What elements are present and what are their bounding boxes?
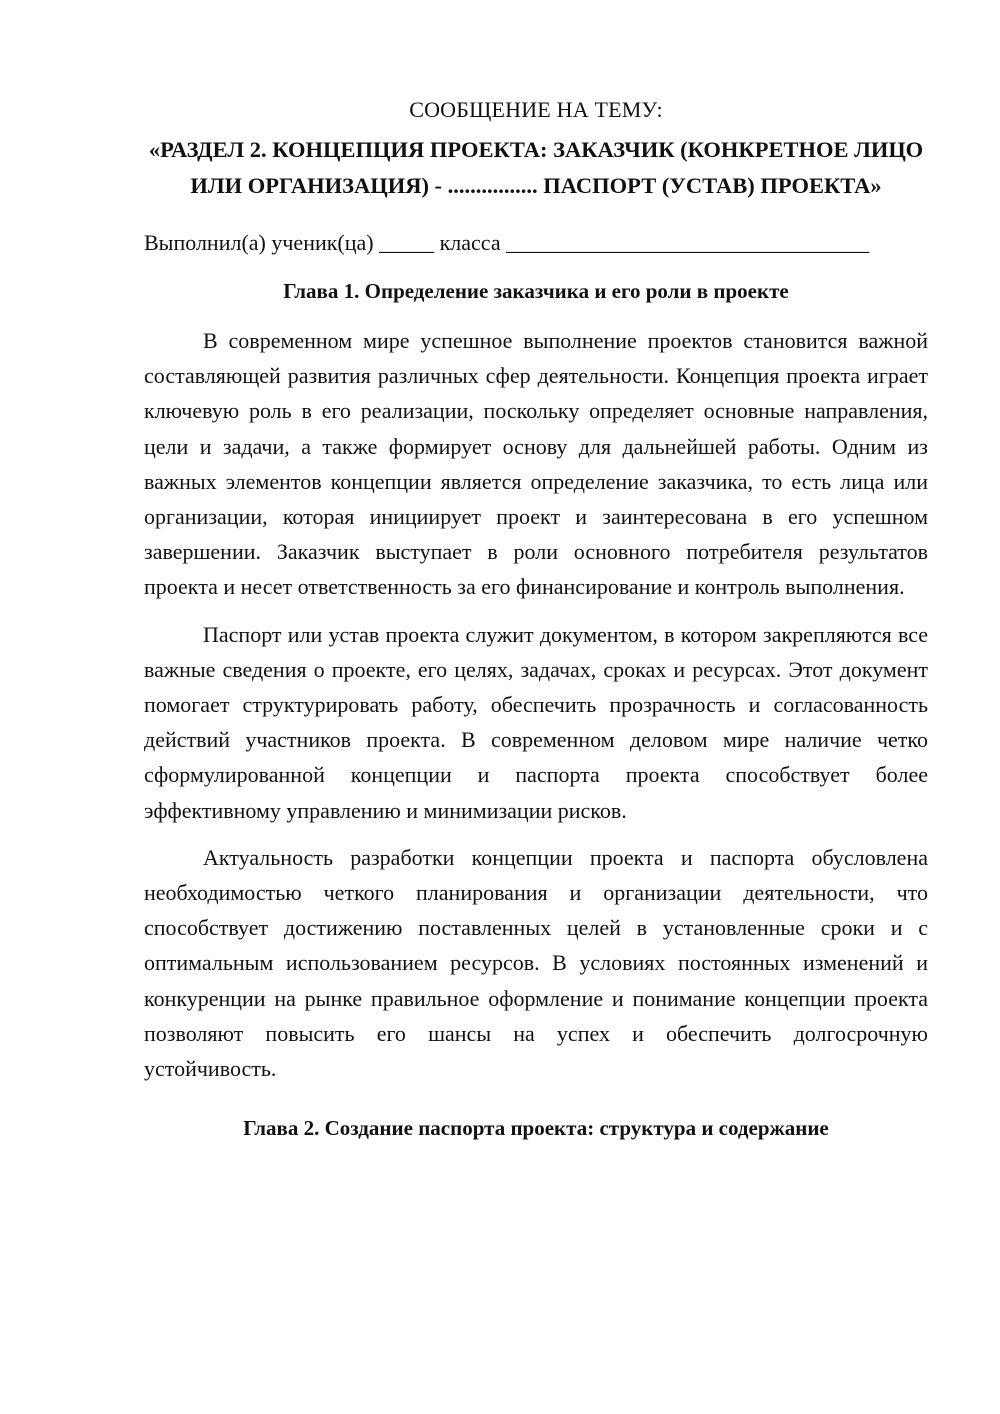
chapter-1-heading: Глава 1. Определение заказчика и его роли в проекте <box>283 279 789 303</box>
author-line: Выполнил(а) ученик(ца) _____ класса _________________________________ <box>144 230 870 255</box>
chapter-1-paragraph-1: В современном мире успешное выполнение проектов становится важной составляющей развития различных сфер деятельности. Концепция проекта играет ключевую роль в его реализации, поскольку определяет основные направления, цели и задачи, а также формирует основу для дальнейшей работы. Одним из важных элементов концепции является определение заказчика, то есть лица или организации, которая инициирует проект и заинтересована в его успешном завершении. Заказчик выступает в роли основного потребителя результатов проекта и несет ответственность за его финансирование и контроль выполнения. <box>144 328 928 600</box>
chapter-2-heading: Глава 2. Создание паспорта проекта: структура и содержание <box>243 1116 829 1141</box>
document-header-line: СООБЩЕНИЕ НА ТЕМУ: <box>409 97 663 122</box>
document-title: «РАЗДЕЛ 2. КОНЦЕПЦИЯ ПРОЕКТА: ЗАКАЗЧИК (КОНКРЕТНОЕ ЛИЦО ИЛИ ОРГАНИЗАЦИЯ) - ................ ПАСПОРТ (УСТАВ) ПРОЕКТА» <box>148 137 924 198</box>
chapter-1-paragraph-3: Актуальность разработки концепции проекта и паспорта обусловлена необходимостью четкого планирования и организации деятельности, что способствует достижению поставленных целей в установленные сроки и с оптимальным использованием ресурсов. В условиях постоянных изменений и конкуренции на рынке правильное оформление и понимание концепции проекта позволяют повысить его шансы на успех и обеспечить долгосрочную устойчивость. <box>144 844 928 1082</box>
document-page <box>144 92 928 1146</box>
chapter-1-paragraph-2: Паспорт или устав проекта служит документом, в котором закрепляются все важные сведения о проекте, его целях, задачах, сроках и ресурсах. Этот документ помогает структурировать работу, обеспечить прозрачность и согласованность действий участников проекта. В современном деловом мире наличие четко сформулированной концепции и паспорта проекта способствует более эффективному управлению и минимизации рисков. <box>144 621 928 823</box>
